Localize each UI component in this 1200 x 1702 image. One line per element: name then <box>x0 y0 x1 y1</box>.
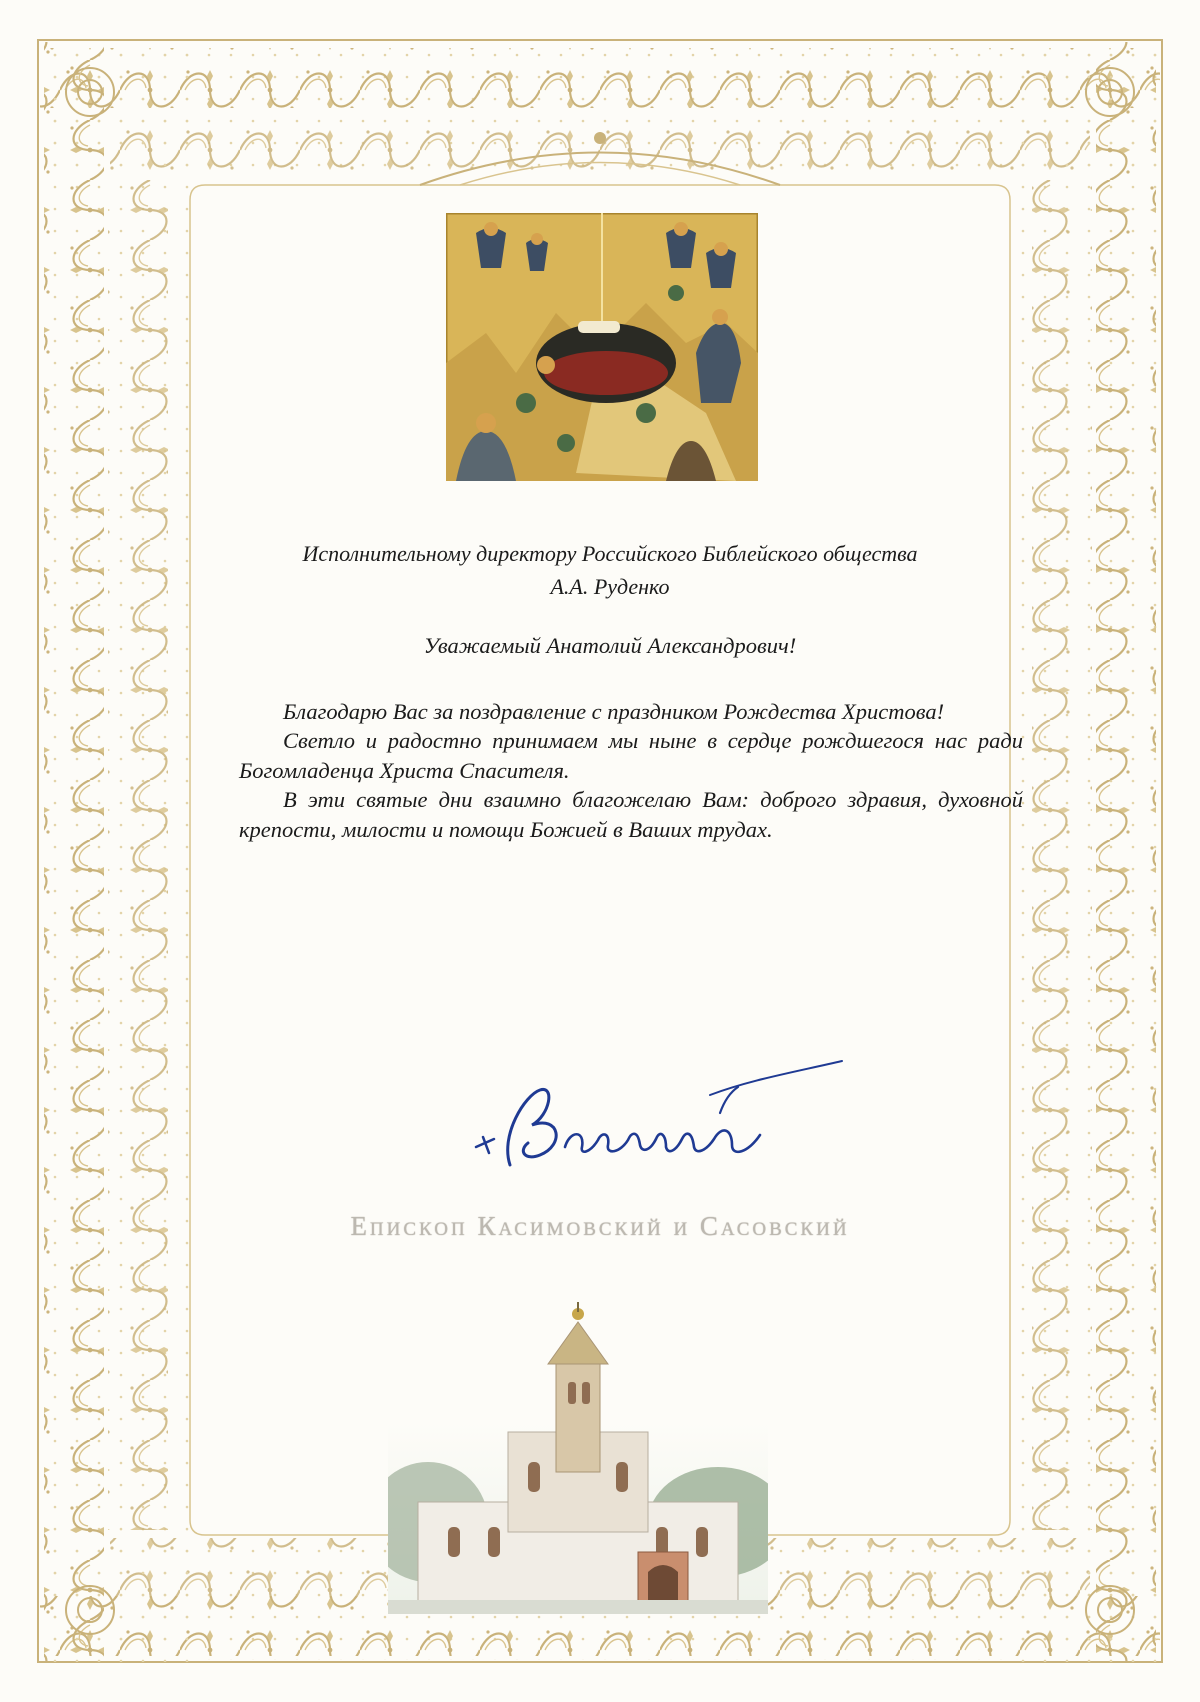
salutation: Уважаемый Анатолий Александрович! <box>423 633 797 658</box>
addressee-line-2: А.А. Руденко <box>550 574 670 599</box>
letter-body <box>239 697 1023 844</box>
addressee-line-1: Исполнительному директору Российского Библейского общества <box>302 541 918 566</box>
handwritten-signature <box>470 1055 850 1185</box>
paragraph: Светло и радостно принимаем мы ныне в сердце рождшегося нас ради Богомладенца Христа Спасителя. <box>239 728 1023 783</box>
paragraph: Благодарю Вас за поздравление с праздником Рождества Христова! <box>283 699 945 724</box>
paragraph: В эти святые дни взаимно благожелаю Вам: доброго здравия, духовной крепости, милости и помощи Божией в Ваших трудах. <box>239 787 1023 842</box>
addressee-block <box>200 537 1020 603</box>
sender-title: Епископ Касимовский и Сасовский <box>350 1211 850 1241</box>
nativity-icon <box>446 213 758 481</box>
church-illustration <box>388 1302 768 1614</box>
